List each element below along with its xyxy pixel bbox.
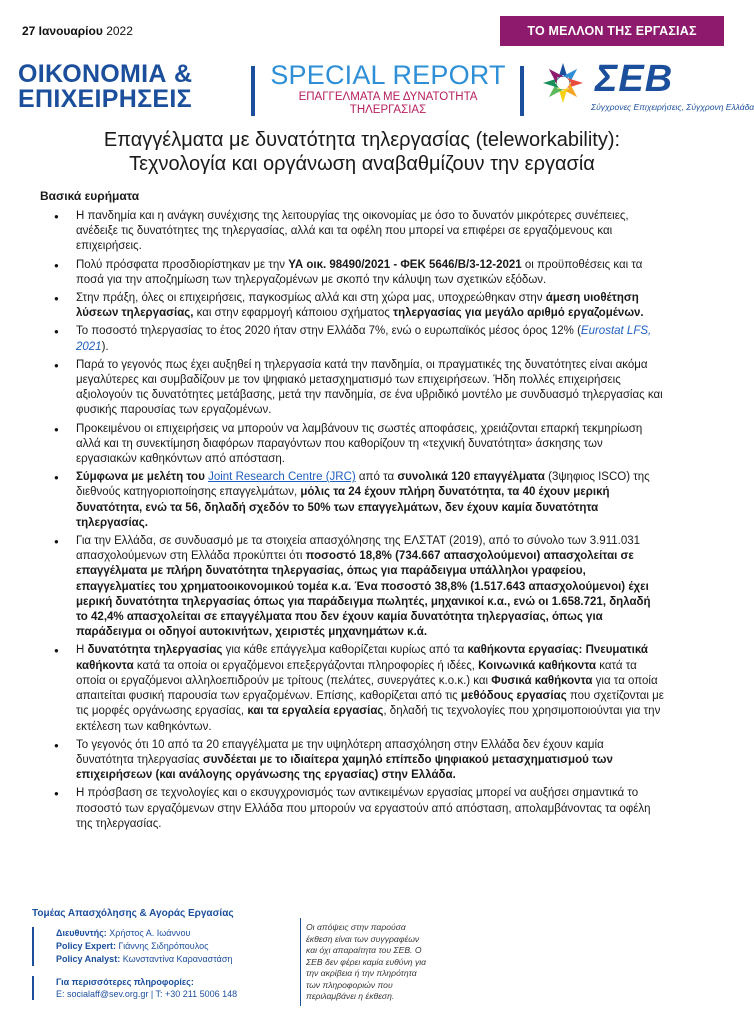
report-date: [22, 24, 133, 38]
findings-list: [54, 209, 664, 835]
section-tag: ΤΟ ΜΕΛΛΟΝ ΤΗΣ ΕΡΓΑΣΙΑΣ: [500, 16, 724, 46]
masthead-divider: [251, 66, 255, 116]
finding-item: ● Το γεγονός ότι 10 από τα 20 επαγγέλματα με την υψηλότερη απασχόληση στην Ελλάδα δεν έχουν καμία δυνατότητα τηλεργασίας συνδέεται με το ιδιαίτερα χαμηλό επίπεδο ψηφιακού μετασχηματισμού των επιχειρήσεων (και ανάλογης οργάνωσης της εργασίας) στην Ελλάδα.: [54, 738, 664, 784]
finding-item: ● Η πανδημία και η ανάγκη συνέχισης της λειτουργίας της οικονομίας με όσο το δυνατόν μικρότερες συνέπειες, ανέδειξε τις δυνατότητες της τηλεργασίας, αλλά και τα οφέλη που μπορεί να επιφέρει σε εργαζόμενους και επιχειρήσεις.: [54, 209, 664, 255]
special-report-block: [260, 62, 516, 117]
title-line-1: Επαγγέλματα με δυνατότητα τηλεργασίας (teleworkability):: [103, 129, 621, 151]
more-info-label: Για περισσότερες πληροφορίες:: [56, 977, 194, 987]
sev-logo: [535, 56, 754, 116]
report-title: [20, 128, 704, 176]
staff-list: [32, 927, 290, 966]
finding-item: ● Η πρόσβαση σε τεχνολογίες και ο εκσυγχρονισμός των αντικειμένων εργασίας μπορεί να αυξήσει σημαντικά το ποσοστό των εργαζόμενων στην Ελλάδα που μπορούν να εργαστούν από απόσταση, απολαμβάνοντας τα οφέλη της τηλεργασίας.: [54, 786, 664, 832]
contact-info: [32, 976, 290, 1000]
sev-logo-tagline: Σύγχρονες Επιχειρήσεις, Σύγχρονη Ελλάδα: [591, 102, 754, 112]
publication-line-1: ΟΙΚΟΝΟΜΙΑ &: [18, 60, 193, 88]
finding-item: ● Στην πράξη, όλες οι επιχειρήσεις, παγκοσμίως αλλά και στη χώρα μας, υποχρεώθηκαν στην άμεση υιοθέτηση λύσεων τηλεργασίας, και στην εφαρμογή κάποιου σχήματος τηλεργασίας για μεγάλο αριθμό εργαζομένων.: [54, 291, 664, 321]
finding-item: ● Παρά το γεγονός πως έχει αυξηθεί η τηλεργασία κατά την πανδημία, οι πραγματικές της δυνατότητες είναι ακόμα μεγαλύτερες και συμβαδίζουν με τον ψηφιακό μετασχηματισμό των επιχειρήσεων. Ήδη πολλές επιχειρήσεις αξιολογούν τις δυνατότητες μετάβασης, μετά την πανδημία, σε ένα υβριδικό μοντέλο με συνδυασμό τηλεργασίας και φυσικής παρουσίας των εργαζομένων.: [54, 358, 664, 419]
masthead: [18, 58, 754, 122]
date-day: 27 Ιανουαρίου: [22, 24, 103, 38]
department-name: Τομέας Απασχόλησης & Αγοράς Εργασίας: [32, 908, 234, 919]
disclaimer: Οι απόψεις στην παρούσα έκθεση είναι των συγγραφέων και όχι απαραίτητα του ΣΕΒ. Ο ΣΕΒ δεν φέρει καμία ευθύνη για την ακρίβεια ή την πληρότητα των πληροφοριών που περιλαμβάνει η έκθεση.: [306, 922, 427, 1001]
report-subtitle-line-2: ΤΗΛΕΡΓΑΣΙΑΣ: [349, 104, 427, 116]
masthead-divider: [520, 66, 524, 116]
sev-logo-icon: [535, 60, 591, 106]
eurostat-citation-link[interactable]: Eurostat LFS, 2021: [76, 325, 652, 353]
footer-contacts: [30, 908, 290, 1000]
publication-name: [18, 62, 240, 112]
finding-item: ● Προκειμένου οι επιχειρήσεις να μπορούν να λαμβάνουν τις σωστές αποφάσεις, χρειάζονται επαρκή τεκμηρίωση αλλά και τη συνεκτίμηση διαφόρων παραγόντων που καθορίζουν τη «τεχνική δυνατότητα» άσκησης των εργασιακών καθηκόντων από απόσταση.: [54, 422, 664, 468]
findings-heading: Βασικά ευρήματα: [40, 189, 140, 203]
special-report-label: SPECIAL REPORT: [270, 60, 506, 90]
staff-director: Διευθυντής: Χρήστος Α. Ιωάννου: [56, 928, 191, 938]
finding-item: ● Σύμφωνα με μελέτη του Joint Research Centre (JRC) από τα συνολικά 120 επαγγέλματα (3ψηφιος ISCO) της διεθνούς κατηγοριοποίησης επαγγελμάτων, μόλις τα 24 έχουν πλήρη δυνατότητα, τα 40 έχουν μερική δυνατότητα, ενώ τα 56, δηλαδή σχεδόν το 50% των επαγγελμάτων, δεν έχουν καμία δυνατότητα τηλεργασίας.: [54, 470, 664, 531]
finding-item: ● Το ποσοστό τηλεργασίας το έτος 2020 ήταν στην Ελλάδα 7%, ενώ ο ευρωπαϊκός μέσος όρος 12% (Eurostat LFS, 2021).: [54, 324, 664, 354]
finding-item: ● Πολύ πρόσφατα προσδιορίστηκαν με την ΥΑ οικ. 98490/2021 - ΦΕΚ 5646/Β/3-12-2021 οι προϋποθέσεις και τα ποσά για την αποζημίωση των τηλεργαζομένων με σκοπό την κάλυψη των σχετικών εξόδων.: [54, 258, 664, 288]
finding-item: ● Για την Ελλάδα, σε συνδυασμό με τα στοιχεία απασχόλησης της ΕΛΣΤΑΤ (2019), από το σύνολο των 3.911.031 απασχολούμενων στη Ελλάδα προκύπτει ότι ποσοστό 18,8% (734.667 απασχολούμενοι) απασχολείται σε επαγγέλματα με πλήρη δυνατότητα τηλεργασίας, όπως για παράδειγμα υπάλληλοι γραφείου, επαγγελματίες του χρηματοοικονομικού τομέα κ.α. Ένα ποσοστό 38,8% (1.517.643 απασχολούμενοι) έχει μερική δυνατότητα τηλεργασίας όπως για παράδειγμα πωλητές, μηχανικοί κ.α., ενώ οι 1.658.721, δηλαδή το 42,4% απασχολείται σε επαγγέλματα που δεν έχουν καμία δυνατότητα τηλεργασίας, όπως για παράδειγμα οι οδηγοί αυτοκινήτων, χειριστές μηχανημάτων κ.ά.: [54, 534, 664, 640]
footer-divider: [300, 918, 301, 1006]
finding-item: ● Η δυνατότητα τηλεργασίας για κάθε επάγγελμα καθορίζεται κυρίως από τα καθήκοντα εργασίας: Πνευματικά καθήκοντα κατά τα οποία οι εργαζόμενοι επεξεργάζονται πληροφορίες ή ιδέες, Κοινωνικά καθήκοντα κατά τα οποία οι εργαζόμενοι αλληλοεπιδρούν με τρίτους (πελάτες, συνεργάτες κ.ο.κ.) και Φυσικά καθήκοντα για τα οποία απαιτείται φυσική παρουσία των εργαζομένων. Επίσης, καθορίζεται από τις μεθόδους εργασίας που σχετίζονται με τις μορφές οργάνωσης εργασίας, και τα εργαλεία εργασίας, δηλαδή τις τεχνολογίες που χρησιμοποιούνται για την εκτέλεση των καθηκόντων.: [54, 643, 664, 734]
report-subtitle-line-1: ΕΠΑΓΓΕΛΜΑΤΑ ΜΕ ΔΥΝΑΤΟΤΗΤΑ: [298, 91, 478, 103]
report-subtitle: [260, 91, 516, 117]
contact-details[interactable]: E: socialaff@sev.org.gr | T: +30 211 5006 148: [56, 989, 238, 999]
date-year: 2022: [106, 24, 133, 38]
staff-expert: Policy Expert: Γιάννης Σιδηρόπουλος: [56, 941, 209, 951]
staff-analyst: Policy Analyst: Κωνσταντίνα Καραναστάση: [56, 954, 233, 964]
sev-logo-text: ΣΕΒ: [595, 58, 674, 100]
publication-line-2: ΕΠΙΧΕΙΡΗΣΕΙΣ: [18, 85, 192, 113]
title-line-2: Τεχνολογία και οργάνωση αναβαθμίζουν την εργασία: [129, 153, 595, 175]
jrc-link[interactable]: Joint Research Centre (JRC): [208, 471, 356, 484]
